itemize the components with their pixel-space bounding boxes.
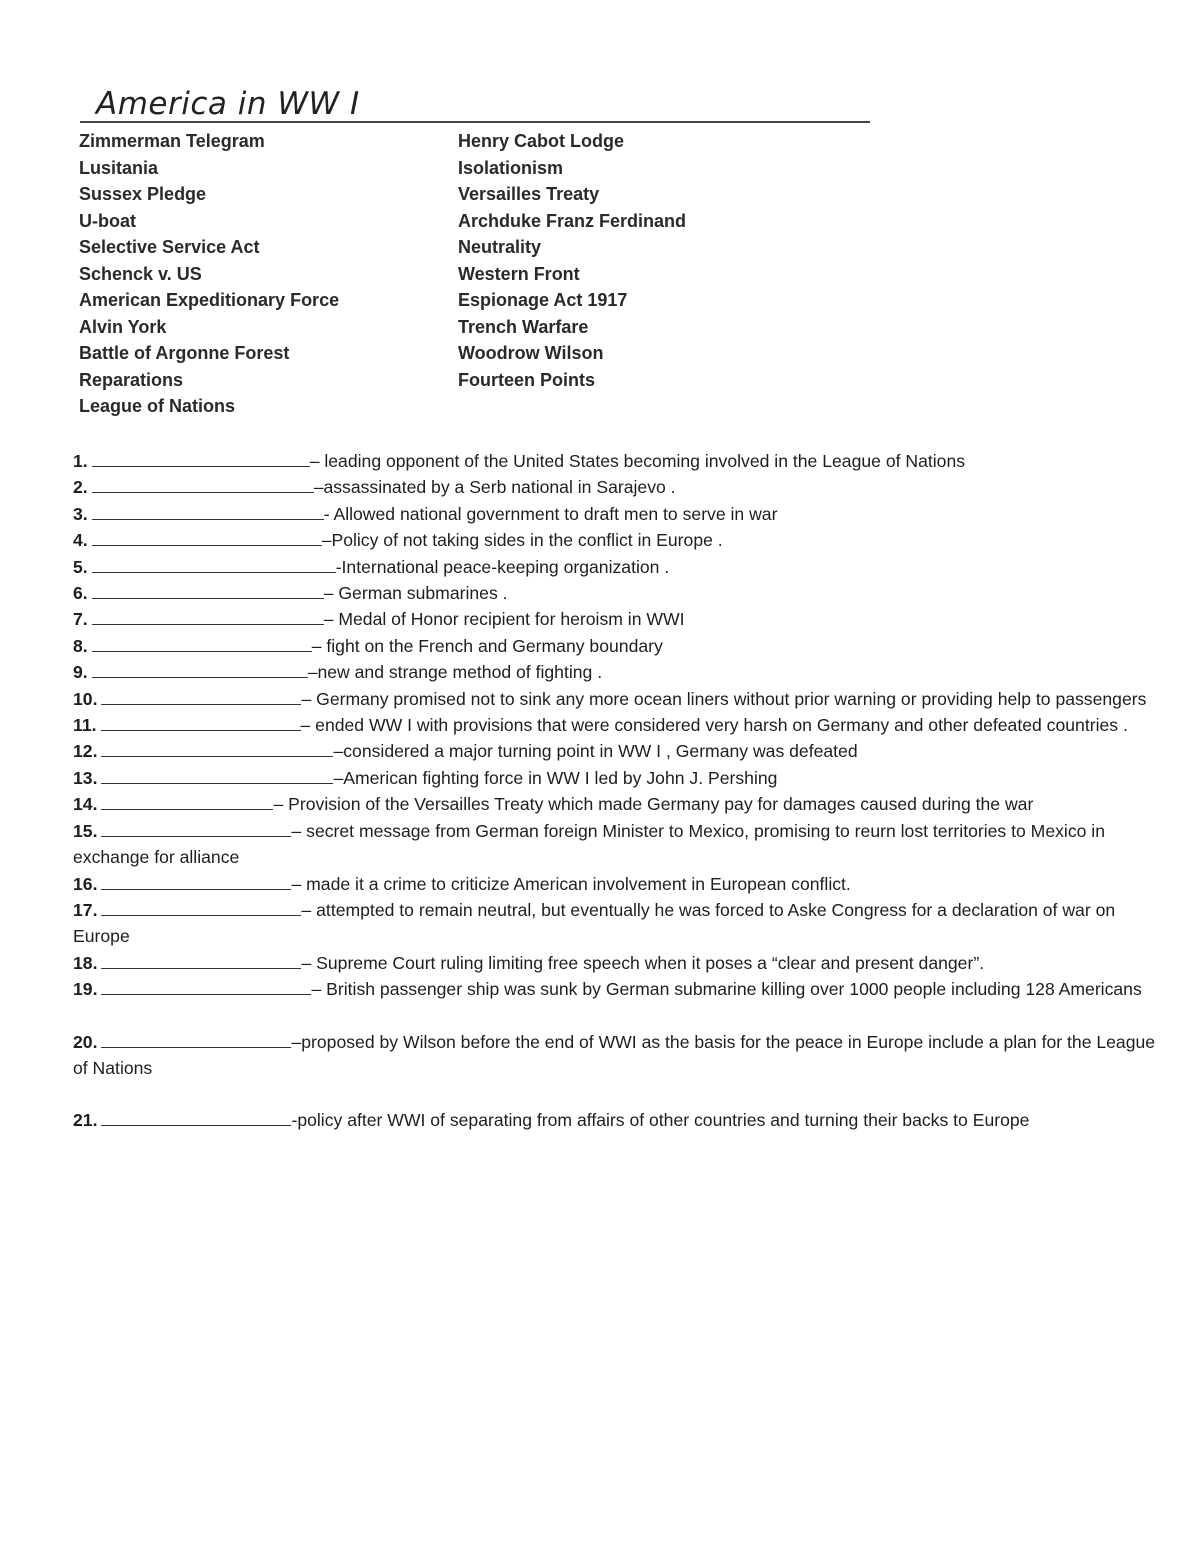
answer-blank[interactable]: [92, 606, 324, 625]
question-text: – leading opponent of the United States becoming involved in the League of Nations: [309, 451, 966, 471]
question-text: -policy after WWI of separating from affairs of other countries and turning their backs to Europe: [291, 1110, 1030, 1131]
word-bank-term: Lusitania: [79, 157, 159, 178]
question-text: – fight on the French and Germany boundary: [311, 635, 663, 656]
question-number: 18.: [73, 952, 98, 973]
question-item: [73, 580, 1163, 606]
question-number: 15.: [73, 820, 98, 841]
question-item: [73, 1107, 1163, 1133]
word-bank-term: Zimmerman Telegram: [79, 131, 265, 151]
question-item: [73, 633, 1163, 659]
answer-blank[interactable]: [101, 871, 291, 890]
word-bank-term: League of Nations: [79, 396, 236, 416]
question-item: [73, 897, 1163, 950]
question-number: 17.: [73, 899, 98, 920]
question-text: –considered a major turning point in WW I , Germany was defeated: [333, 741, 858, 762]
question-number: 13.: [73, 767, 98, 788]
question-item: [73, 818, 1163, 871]
answer-blank[interactable]: [101, 1029, 291, 1048]
word-bank-term: Henry Cabot Lodge: [458, 131, 625, 151]
question-number: 21.: [73, 1110, 98, 1131]
answer-blank[interactable]: [101, 818, 291, 837]
question-number: 4.: [73, 530, 88, 551]
word-bank-term: Espionage Act 1917: [458, 290, 628, 310]
answer-blank[interactable]: [101, 791, 273, 810]
word-bank-term: Schenck v. US: [79, 263, 202, 284]
question-item: [73, 712, 1163, 738]
question-text: –proposed by Wilson before the end of WWI as the basis for the peace in Europe include a plan for the League of Nations: [73, 1031, 1156, 1078]
question-number: 14.: [73, 794, 98, 815]
question-item: [73, 1029, 1163, 1082]
question-text: –assassinated by a Serb national in Sarajevo .: [313, 477, 676, 498]
answer-blank[interactable]: [92, 659, 308, 678]
question-list: [73, 448, 1163, 1134]
question-text: –new and strange method of fighting .: [307, 662, 603, 683]
question-item: [73, 976, 1163, 1002]
question-text: – Supreme Court ruling limiting free speech when it poses a “clear and present danger”.: [301, 952, 985, 973]
word-bank-column-1: [79, 128, 339, 420]
question-item: [73, 765, 1163, 791]
answer-blank[interactable]: [92, 554, 336, 573]
answer-blank[interactable]: [101, 765, 333, 784]
question-number: 9.: [73, 662, 88, 683]
word-bank-term: Archduke Franz Ferdinand: [458, 210, 687, 231]
word-bank-term: Selective Service Act: [79, 237, 260, 257]
question-number: 1.: [73, 451, 88, 471]
question-text: – secret message from German foreign Minister to Mexico, promising to reurn lost territories to Mexico in exchange for alliance: [73, 820, 1105, 868]
question-text: –American fighting force in WW I led by John J. Pershing: [333, 767, 778, 788]
answer-blank[interactable]: [92, 474, 314, 493]
answer-blank[interactable]: [101, 897, 301, 916]
question-item: [73, 738, 1163, 764]
answer-blank[interactable]: [101, 738, 333, 757]
answer-blank[interactable]: [92, 448, 310, 467]
word-bank-term: Trench Warfare: [458, 316, 589, 337]
question-item: [73, 448, 1163, 474]
question-text: – German submarines .: [323, 583, 508, 604]
question-text: – Provision of the Versailles Treaty which made Germany pay for damages caused during the war: [273, 794, 1034, 815]
question-item: [73, 527, 1163, 553]
question-item: [73, 686, 1163, 712]
question-text: – attempted to remain neutral, but eventually he was forced to Aske Congress for a declaration of war on Europe: [73, 899, 1116, 947]
question-text: –Policy of not taking sides in the conflict in Europe .: [321, 530, 723, 551]
answer-blank[interactable]: [92, 501, 324, 520]
question-text: – Germany promised not to sink any more ocean liners without prior warning or providing help to passengers: [301, 688, 1147, 709]
question-text: – made it a crime to criticize American involvement in European conflict.: [291, 873, 851, 894]
answer-blank[interactable]: [101, 1107, 291, 1126]
word-bank-term: Woodrow Wilson: [458, 343, 604, 363]
question-number: 8.: [73, 635, 88, 656]
question-number: 10.: [73, 688, 98, 709]
question-item: [73, 950, 1163, 976]
word-bank-term: Versailles Treaty: [458, 184, 600, 204]
word-bank-term: Alvin York: [79, 316, 167, 337]
word-bank-term: Western Front: [458, 263, 580, 284]
question-item: [73, 554, 1163, 580]
question-item: [73, 606, 1163, 632]
title-underline: [80, 121, 870, 123]
word-bank-term: American Expeditionary Force: [79, 290, 340, 310]
question-number: 19.: [73, 979, 98, 1000]
question-text: – Medal of Honor recipient for heroism in WWI: [323, 609, 685, 630]
question-number: 6.: [73, 583, 88, 604]
question-item: [73, 501, 1163, 527]
word-bank-term: U-boat: [79, 210, 136, 231]
question-item: [73, 871, 1163, 897]
word-bank-term: Neutrality: [458, 237, 542, 257]
word-bank-term: Battle of Argonne Forest: [79, 343, 290, 363]
question-number: 3.: [73, 503, 88, 524]
word-bank-term: Fourteen Points: [458, 369, 596, 390]
word-bank-term: Isolationism: [458, 157, 564, 178]
answer-blank[interactable]: [92, 633, 312, 652]
question-number: 16.: [73, 873, 98, 894]
question-number: 12.: [73, 741, 98, 762]
question-item: [73, 474, 1163, 500]
page-title: America in WW I: [96, 86, 360, 122]
question-text: – ended WW I with provisions that were considered very harsh on Germany and other defeated countries .: [300, 715, 1128, 736]
question-number: 20.: [73, 1031, 98, 1052]
question-text: - Allowed national government to draft men to serve in war: [323, 503, 778, 524]
question-number: 11.: [73, 715, 97, 736]
question-number: 2.: [73, 477, 88, 498]
question-item: [73, 659, 1163, 685]
answer-blank[interactable]: [101, 950, 301, 969]
answer-blank[interactable]: [101, 712, 301, 731]
answer-blank[interactable]: [101, 686, 301, 705]
word-bank-column-2: [458, 128, 686, 393]
question-number: 7.: [73, 609, 88, 630]
answer-blank[interactable]: [92, 580, 324, 599]
word-bank-term: Sussex Pledge: [79, 184, 207, 204]
word-bank-term: Reparations: [79, 369, 184, 390]
answer-blank[interactable]: [101, 976, 311, 995]
question-text: -International peace-keeping organization .: [335, 556, 670, 577]
question-text: – British passenger ship was sunk by German submarine killing over 1000 people including 128 Americans: [311, 979, 1142, 1000]
answer-blank[interactable]: [92, 527, 322, 546]
question-number: 5.: [73, 556, 88, 577]
question-item: [73, 791, 1163, 817]
